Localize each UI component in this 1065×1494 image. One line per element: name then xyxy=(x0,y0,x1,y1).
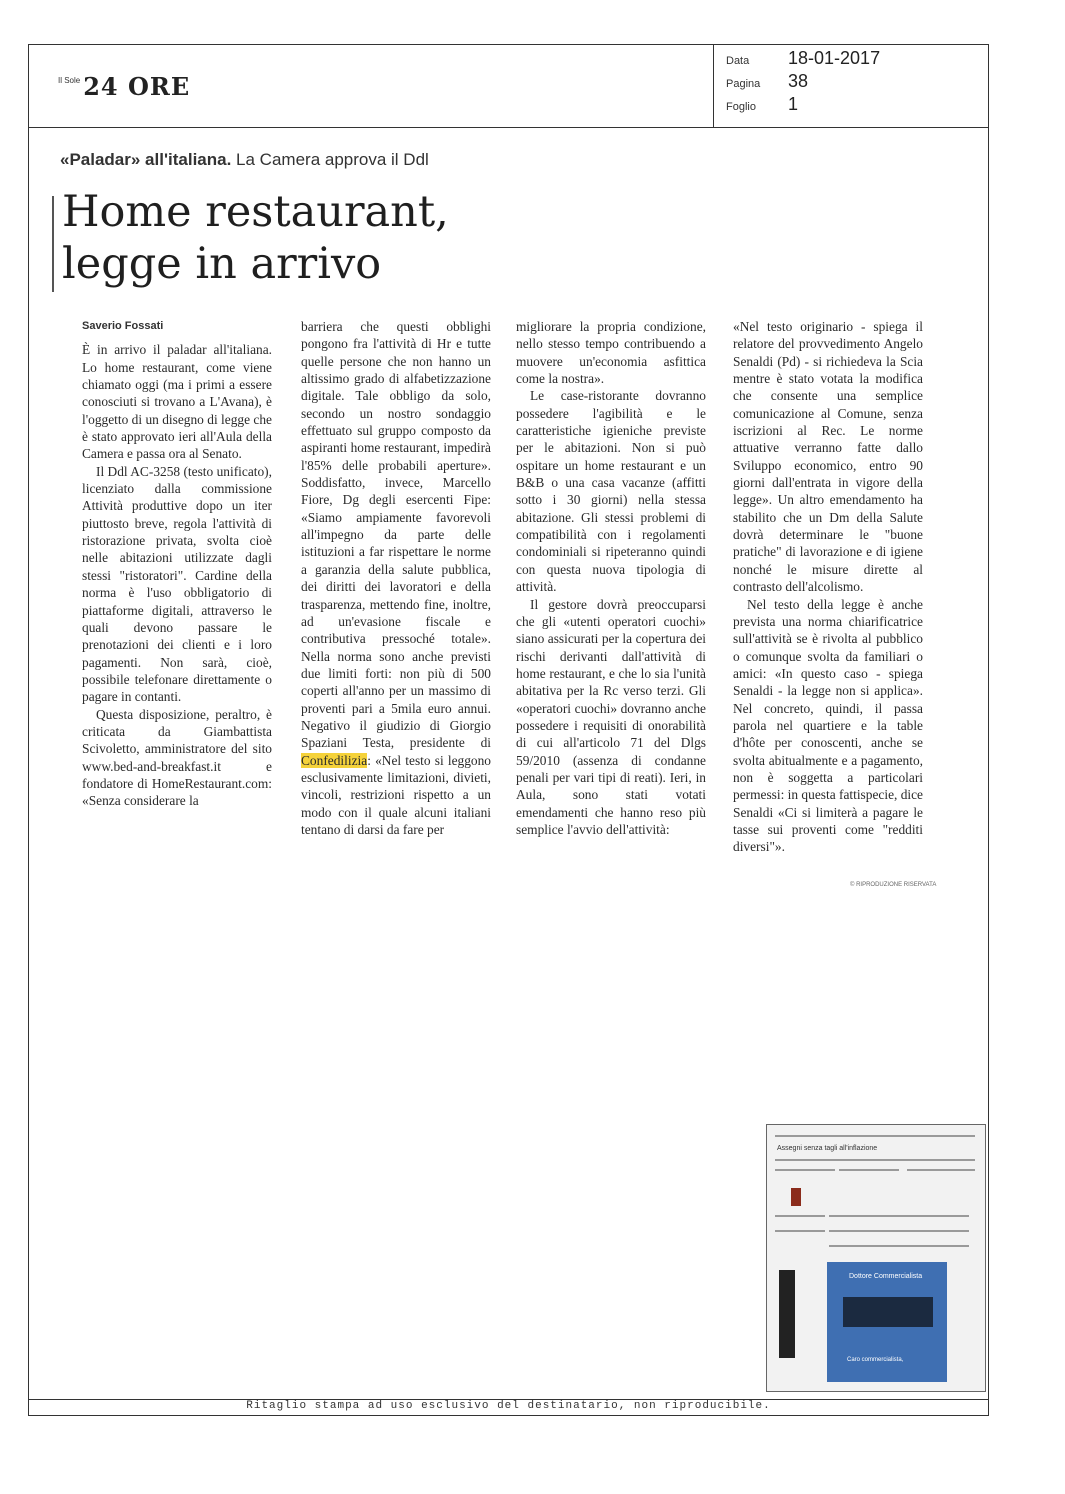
meta-label: Foglio xyxy=(726,101,756,113)
thumbnail-text-line xyxy=(839,1169,899,1171)
header-divider xyxy=(28,127,989,128)
logo-main-text: 24 ORE xyxy=(83,72,191,101)
thumbnail-rule xyxy=(775,1135,975,1137)
thumbnail-ad-panel xyxy=(843,1297,933,1327)
meta-label: Pagina xyxy=(726,78,761,90)
headline-line: Home restaurant, xyxy=(62,187,449,237)
meta-row-date xyxy=(726,48,880,71)
thumbnail-text-line xyxy=(907,1169,975,1171)
clipping-meta xyxy=(726,48,880,117)
article-column-2 xyxy=(301,318,491,838)
paragraph: migliorare la propria condizione, nello stesso tempo contribuendo a muovere un'economia asfittica come la nostra». xyxy=(516,319,706,387)
paragraph: Il gestore dovrà preoccuparsi che gli «utenti operatori cuochi» siano assicurati per la copertura dei rischi derivanti dall'attività di home restaurant, e che lo sia l'unità abitativa per la Rc verso terzi. Gli «operatori cuochi» dovranno anche possedere i requisiti di onorabilità di cui all'articolo 71 del Dlgs 59/2010 (assenza di condanne penali per vari tipi di reati). Ieri, in Aula, sono stati votati emendamenti che hanno reso più semplice l'avvio dell'attività: xyxy=(516,596,706,837)
thumbnail-text-line xyxy=(829,1245,969,1247)
kicker-rest: La Camera approva il Ddl xyxy=(236,150,429,169)
paragraph: Nel testo della legge è anche prevista una norma chiarificatrice sull'attività se è rivolta al pubblico o comunque svolta da familiari o amici: «In questo caso - spiega Senaldi - la legge non si applica». Nel concreto, quindi, il passa parola nel quartiere e la table d'hôte per conoscenti, anche se svolta abitualmente e a pagamento, non è soggetta a particolari permessi: in questa fattispecie, dice Senaldi «Ci si limiterà a pagare le tasse sui proventi come "redditi diversi"». xyxy=(733,596,924,855)
thumbnail-photo xyxy=(791,1188,801,1206)
thumbnail-text-line xyxy=(775,1215,825,1217)
header-vertical-divider xyxy=(713,44,714,127)
meta-value: 1 xyxy=(788,94,799,114)
meta-row-sheet xyxy=(726,94,880,117)
thumbnail-text-line xyxy=(829,1215,969,1217)
paragraph: Il Ddl AC-3258 (testo unificato), licenziato dalla commissione Attività produttive dopo un iter piuttosto breve, regola l'attività di ristorazione privata, svolta cioè nelle abitazioni utilizzate dagli stessi "ristoratori". Cardine della norma è l'uso obbligatorio di piattaforme digitali, attraverso le quali devono passare le prenotazioni dei clienti e i loro pagamenti. Non sarà, cioè, possibile telefonare direttamente o pagare in contanti. xyxy=(82,463,272,705)
paragraph: Le case-ristorante dovranno possedere l'agibilità e le caratteristiche igieniche previste per le abitazioni. Non si può ospitare un home restaurant e un B&B o una casa vacanze (affitti sotto i 30 giorni) nella stessa abitazione. Gli stessi problemi di compatibilità con i regolamenti condominiali si ripeteranno quindi con questa nuova tipologia di attività. xyxy=(516,388,706,595)
thumbnail-rule xyxy=(775,1159,975,1161)
thumbnail-ad-title: Dottore Commercialista xyxy=(849,1273,923,1280)
article-column-3 xyxy=(516,318,706,838)
thumbnail-text-line xyxy=(775,1169,835,1171)
thumbnail-dark-box xyxy=(779,1270,795,1358)
paragraph: «Nel testo originario - spiega il relatore del provvedimento Angelo Senaldi (Pd) - si richiedeva la Scia mentre è stato votata la modifica che consente una semplice comunicazione al Comune, senza iscrizioni al Rec. Le norme attuative verranno fatte dallo Sviluppo economico, entro 90 giorni dall'entrata in vigore della legge». Un altro emendamento ha stabilito che un Dm della Salute dovrà determinare le "buone pratiche" di lavorazione e di igiene nonché le misure dirette al contrasto dell'alcolismo. xyxy=(733,319,923,595)
paragraph: È in arrivo il paladar all'italiana. Lo home restaurant, come viene chiamato oggi (ma i primi a essere conosciuti si trovano a L'Avana), è l'oggetto di un disegno di legge che è stato approvato ieri all'Aula della Camera e passa ora al Senato. xyxy=(82,342,272,462)
article-column-1 xyxy=(82,318,272,810)
thumbnail-text-line xyxy=(775,1230,825,1232)
meta-value: 38 xyxy=(788,71,809,91)
footer-notice: Ritaglio stampa ad uso esclusivo del destinatario, non riproducibile. xyxy=(246,1400,771,1412)
article-headline xyxy=(62,186,542,290)
thumbnail-text-line xyxy=(829,1230,969,1232)
headline-line: legge in arrivo xyxy=(62,239,382,289)
copyright-note: © RIPRODUZIONE RISERVATA xyxy=(850,882,937,888)
paragraph-text: : «Nel testo si leggono esclusivamente limitazioni, divieti, vincoli, restrizioni rispetto a un modo con il quale alcuni italiani tentano di darsi da fare per xyxy=(301,752,491,837)
paragraph-text: barriera che questi obblighi pongono fra l'attività di Hr e tutte quelle persone che non hanno un altissimo grado di alfabetizzazione digitale. Tale obbligo da solo, secondo un nostro sondaggio effettuato sul gruppo composto da aspiranti home restaurant, impedirà l'85% delle probabili aperture». Soddisfatto, invece, Marcello Fiore, Dg degli esercenti Fipe: «Siamo ampiamente favorevoli all'impegno da parte delle istituzioni a far rispettare le norme a garanzia della salute pubblica, dei diritti dei lavoratori e della trasparenza, mettendo fine, inoltre, ad un'evasione fiscale e contributiva pressoché totale». Nella norma sono anche previsti due limiti forti: non più di 500 coperti all'anno per un massimo di proventi pari a 5mila euro annui. Negativo il giudizio di Giorgio Spaziani Testa, presidente di xyxy=(301,319,491,751)
kicker-bold: «Paladar» all'italiana. xyxy=(60,150,232,169)
paragraph xyxy=(301,318,491,838)
meta-value: 18-01-2017 xyxy=(788,48,881,68)
byline: Saverio Fossati xyxy=(82,320,164,332)
headline-rule xyxy=(52,196,54,292)
highlighted-keyword: Confedilizia xyxy=(301,752,368,768)
page-thumbnail xyxy=(766,1124,986,1392)
meta-row-page xyxy=(726,71,880,94)
meta-label: Data xyxy=(726,55,750,67)
thumbnail-headline: Assegni senza tagli all'inflazione xyxy=(777,1145,878,1152)
logo-small-text: Il Sole xyxy=(58,76,81,85)
article-kicker xyxy=(60,150,429,170)
paragraph: Questa disposizione, peraltro, è criticata da Giambattista Scivoletto, amministratore del sito www.bed-and-breakfast.it e fondatore di HomeRestaurant.com: «Senza considerare la xyxy=(82,706,272,809)
thumbnail-ad-label: Caro commercialista, xyxy=(847,1357,904,1363)
newspaper-logo xyxy=(58,72,191,101)
article-column-4 xyxy=(733,318,923,856)
